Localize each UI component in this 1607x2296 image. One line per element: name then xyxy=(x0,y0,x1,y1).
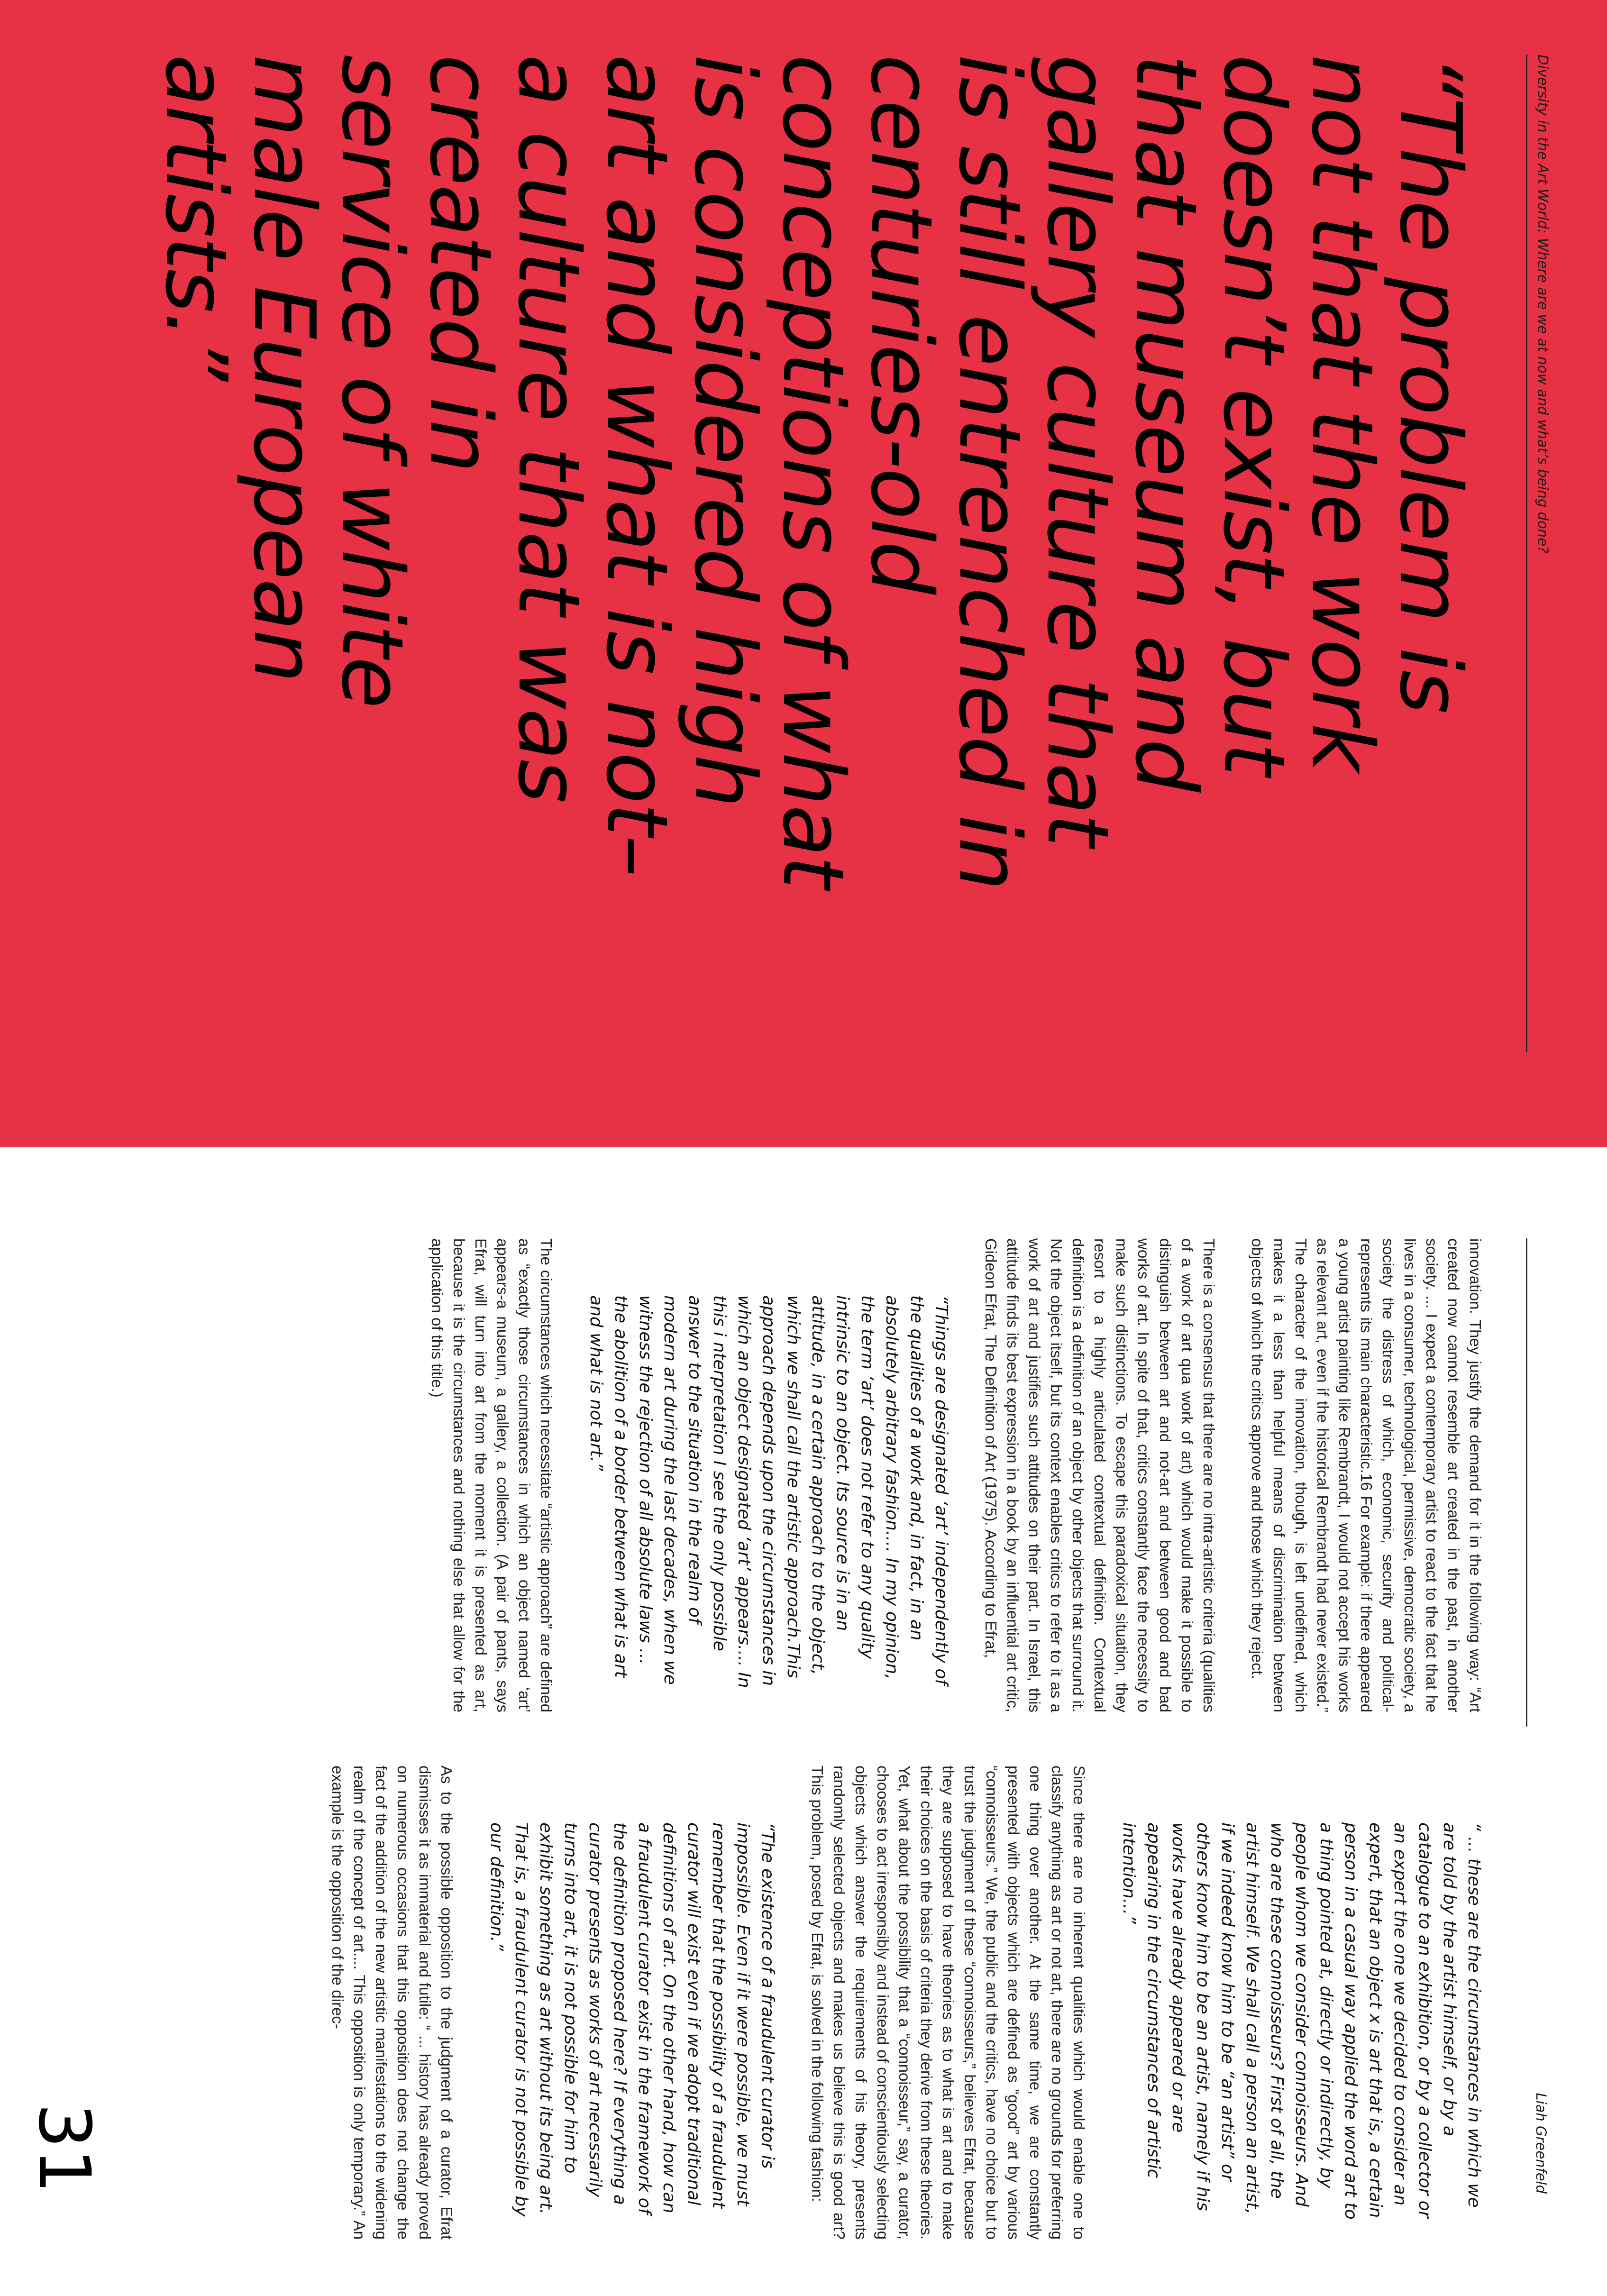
body-paragraph: innovation. They justify the demand for it in the following way: “Art created now cannot resemble art created in the past, in another society. ... I expect a contemporary artist to react to the fact that he lives in a consumer, technological, permissive, democratic society, a society the distress of which, economic, security and political-represents its main characteristic.16 For example: if there appeared a young artist painting like Rembrandt, I would not accept his works as relevant art, even if the historical Rembrandt had never existed.” The character of the innovation, though, is left undefined, which makes it a less than helpful means of discrimination between objects of which the critics approve and those which they reject. xyxy=(1249,1238,1484,1712)
block-quote: “ ... these are the circumstances in which we are told by the artist himself, or by a catalogue to an exhibition, or by a collector or an expert the one we decided to consider an expert, that an object x is art that is, a certain person in a casual way applied the word art to a thing pointed at, directly or indirectly, by people whom we consider connoisseurs. And who are these connoisseurs? First of all, the artist himself. We shall call a person an artist, if we indeed know him to be “an artist” or others know him to be an artist, namely if his works have already appeared or are appearing in the circumstances of artistic intention...” xyxy=(1119,1822,1484,2220)
pull-quote-line: artists.” xyxy=(147,55,245,381)
pull-quote-line: created in xyxy=(411,55,510,472)
pull-quote-line: art and what is not– xyxy=(588,55,686,877)
block-quote: “The existence of a fraudulent curator is impossible. Even if it were possible, we must remember that the possibility of a fraudulent curator will exist even if we adopt traditional definitions of art. On the other hand, how can a fraudulent curator exist in the framework of the definition proposed here? If everything a curator presents as works of art necessarily turns into art, it is not possible for him to exhibit something as art without its being art. That is, a fraudulent curator is not possible by our definition.” xyxy=(487,1822,777,2217)
pull-quote-line: conceptions of what xyxy=(764,55,862,888)
pull-quote xyxy=(147,55,1479,1098)
pull-quote-line: “The problem is xyxy=(1381,55,1479,713)
running-title: Diversity in the Art World: Where are we at now and what’s being done? xyxy=(1535,55,1551,554)
body-column-1 xyxy=(400,1238,1486,1712)
pull-quote-line: a culture that was xyxy=(500,55,598,803)
body-column-2 xyxy=(300,1765,1486,2240)
body-paragraph: There is a consensus that there are no intra-artistic criteria (qualities of a work of art qua work of art) which would make it possible to distinguish between art and not-art and between good and bad works of art. In spite of that, critics constantly face the necessity to make such distinctions. To escape this paradoxical situation, they resort to a highly articulated contextual definition. Contextual definition is a definition of an object by other objects that surround it. Not the object itself, but its context enables critics to refer to it as a work of art and justifies such attitudes on their part. In Israel, this attitude finds its best expression in a book by an influential art critic, Gideon Efrat, The Definition of Art (1975). According to Efrat, xyxy=(982,1238,1218,1712)
block-quote: “Things are designated ‘art’ independently of the qualities of a work and, in fact, in an absolutely arbitrary fashion.... In my opinion, the term ‘art’ does not refer to any quality intrinsic to an object. Its source is in an attitude, in a certain approach to the object, which we shall call the artistic approach.This approach depends upon the circumstances in which an object designated ‘art’ appears.... In this i nterpretation I see the only possible answer to the situation in the realm of modern art during the last decades, when we witness the rejection of all absolute laws ... the abolition of a border between what is art and what is not art.” xyxy=(586,1295,951,1688)
pull-quote-line: is considered high xyxy=(676,55,774,807)
page-number: 31 xyxy=(23,2103,105,2194)
body-paragraph: As to the possible opposition to the judgment of a curator, Efrat dismisses it as immaterial and futile: “ ... history has already proved on numerous occasions that this opposition does not change the fact of the addition of the new artistic manifestations to the widening realm of the concept of art.... This opposition is only temporary.” An example is the opposition of the direc- xyxy=(329,1765,456,2240)
pull-quote-line: not that the work xyxy=(1293,55,1391,771)
author-name: Liah Greenfeld xyxy=(1533,2093,1549,2194)
pull-quote-line: gallery culture that xyxy=(1029,55,1127,846)
pull-quote-line: male European xyxy=(235,55,333,682)
pull-quote-line: doesn’t exist, but xyxy=(1205,55,1303,775)
header-rule-right xyxy=(1526,1238,1527,1727)
body-paragraph: The circumstances which necessitate “artistic approach” are defined as “exactly those circumstances in which an object named ‘art’ appears-a museum, a gallery, a collection. (A pair of pants, says Efrat, will turn into art from the moment it is presented as art, because it is the circumstances and nothing else that allow for the application of this title.) xyxy=(429,1238,555,1712)
pull-quote-line: centuries-old xyxy=(852,55,950,594)
body-paragraph: Since there are no inherent qualities which would enable one to classify anything as art or not art, there are no grounds for preferring one thing over another. At the same time, we are constantly presented with objects which are defined as “good” art by various “connoisseurs.” We, the public and the critics, have no choice but to trust the judgment of these “connoisseurs,” believes Efrat, because they are supposed to have theories as to what is art and to make their choices on the basis of criteria they derive from these theories. Yet, what about the possibility that a “connoisseur,” say, a curator, chooses to act irresponsibly and instead of conscientiously selecting objects which answer the requirements of his theory, presents randomly selected objects and makes us believe this is good art? This problem, posed by Efrat, is solved in the following fashion: xyxy=(809,1765,1088,2240)
pull-quote-line: that museum and xyxy=(1117,55,1215,792)
pull-quote-line: is still entrenched in xyxy=(940,55,1039,890)
pull-quote-line: service of white xyxy=(323,55,421,708)
header-rule-left xyxy=(1526,55,1527,1052)
